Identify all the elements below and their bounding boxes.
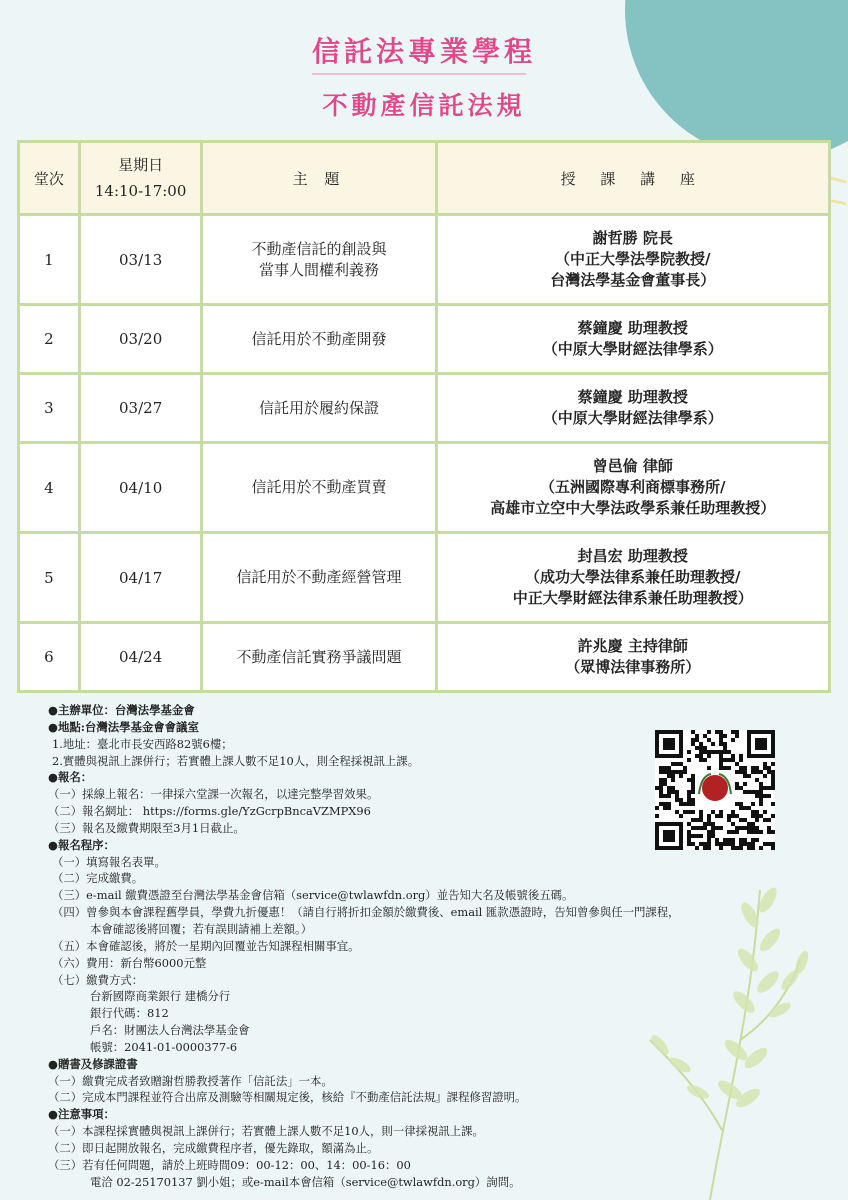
- page-subtitle: 不動產信託法規: [322, 91, 526, 120]
- table-row: [19, 443, 830, 533]
- session-topic: [202, 215, 436, 305]
- instructor-affiliation: （眾博法律事務所）: [565, 658, 701, 676]
- qr-code-icon[interactable]: [655, 730, 775, 850]
- page-title: 信託法專業學程: [311, 35, 536, 68]
- session-number: 4: [19, 443, 80, 533]
- instructor-affiliation: 中正大學財經法律系兼任助理教授）: [512, 589, 753, 607]
- info-line: 電洽 02-25170137 劉小姐；或e-mail本會信箱（service@twlawfdn.org）詢問。: [90, 1174, 521, 1189]
- session-number: 1: [19, 215, 80, 305]
- foundation-logo-icon: [702, 775, 728, 801]
- info-line: （一）本課程採實體與視訊上課併行；若實體上課人數不足10人，則一律採視訊上課。: [48, 1124, 484, 1139]
- info-line: （三）e-mail 繳費憑證至台灣法學基金會信箱（service@twlawfdn.org）並告知大名及帳號後五碼。: [52, 888, 574, 903]
- topic-line: 不動產信託實務爭議問題: [236, 647, 402, 666]
- header-instructor: 授 課 講 座: [436, 142, 829, 215]
- info-line: 本會確認後將回覆；若有誤則請補上差額。）: [90, 921, 313, 936]
- info-line: 2.實體與視訊上課併行；若實體上課人數不足10人，則全程採視訊上課。: [52, 753, 420, 768]
- decorative-circle: [625, 0, 848, 160]
- instructor-affiliation: 台灣法學基金會董事長）: [550, 271, 716, 289]
- table-header-row: [19, 142, 830, 215]
- info-line: （四）曾參與本會課程舊學員，學費九折優惠！（請自行將折扣金額於繳費後、email 匯款憑證時，告知曾參與任一門課程，: [52, 905, 680, 920]
- instructor-affiliation: 高雄市立空中大學法政學系兼任助理教授）: [490, 499, 776, 517]
- session-date: 03/20: [79, 305, 202, 374]
- topic-line: 不動產信託的創設與: [251, 239, 387, 258]
- session-number: 2: [19, 305, 80, 374]
- instructor-name: 許兆慶 主持律師: [577, 637, 688, 655]
- header-day: [79, 142, 202, 215]
- course-schedule-table: [17, 140, 831, 693]
- session-topic: [202, 533, 436, 623]
- info-line: ●贈書及修課證書: [48, 1056, 138, 1071]
- info-line: （三）報名及繳費期限至3月1日截止。: [48, 820, 245, 835]
- info-line: 戶名：財團法人台灣法學基金會: [90, 1023, 250, 1038]
- info-line: ●注意事項：: [48, 1107, 115, 1122]
- info-line: （六）費用：新台幣6000元整: [52, 955, 207, 970]
- info-line: （二）即日起開放報名，完成繳費程序者，優先錄取，額滿為止。: [48, 1140, 379, 1155]
- topic-line: 信託用於不動產買賣: [251, 478, 387, 496]
- header-day-label: 星期日: [118, 156, 164, 174]
- header-session: 堂次: [19, 142, 80, 215]
- session-date: 04/10: [79, 443, 202, 533]
- session-number: 6: [19, 623, 80, 692]
- session-date: 04/17: [79, 533, 202, 623]
- instructor-affiliation: （成功大學法律系兼任助理教授/: [525, 568, 741, 586]
- topic-line: 信託用於不動產經營管理: [236, 568, 402, 586]
- instructor-affiliation: （中原大學財經法律學系）: [542, 409, 723, 427]
- instructor-name: 蔡鐘慶 助理教授: [577, 388, 688, 406]
- title-divider: [312, 73, 526, 75]
- session-topic: [202, 374, 436, 443]
- info-line: 台新國際商業銀行 建橋分行: [90, 989, 231, 1004]
- instructor-name: 謝哲勝 院長: [592, 229, 673, 247]
- session-instructor: [436, 374, 829, 443]
- info-line: ●主辦單位：台灣法學基金會: [48, 703, 195, 717]
- session-topic: [202, 305, 436, 374]
- table-row: [19, 215, 830, 305]
- instructor-name: 封昌宏 助理教授: [577, 547, 688, 565]
- topic-line: 當事人間權利義務: [259, 260, 380, 279]
- info-line: ●報名程序：: [48, 837, 115, 852]
- info-line: （五）本會確認後，將於一星期內回覆並告知課程相關事宜。: [52, 938, 360, 953]
- instructor-name: 蔡鐘慶 助理教授: [577, 319, 688, 337]
- session-date: 03/13: [79, 215, 202, 305]
- info-line: 帳號：2041-01-0000377-6: [90, 1039, 238, 1054]
- info-line: （三）若有任何問題，請於上班時間09：00-12：00、14：00-16：00: [48, 1157, 411, 1172]
- table-row: [19, 374, 830, 443]
- session-topic: [202, 623, 436, 692]
- info-line: 銀行代碼：812: [90, 1006, 169, 1021]
- instructor-affiliation: （中原大學財經法律學系）: [542, 340, 723, 358]
- info-line: ●報名：: [48, 770, 93, 785]
- session-topic: [202, 443, 436, 533]
- session-number: 5: [19, 533, 80, 623]
- session-date: 04/24: [79, 623, 202, 692]
- info-line[interactable]: （二）報名網址： https://forms.gle/YzGcrpBncaVZMPX96: [48, 804, 371, 819]
- instructor-affiliation: （中正大學法學院教授/: [555, 250, 711, 268]
- info-line: （二）完成繳費。: [52, 871, 144, 886]
- session-date: 03/27: [79, 374, 202, 443]
- session-instructor: [436, 623, 829, 692]
- info-line: （七）繳費方式：: [52, 972, 144, 987]
- info-line: ●地點:台灣法學基金會會議室: [48, 719, 199, 734]
- session-number: 3: [19, 374, 80, 443]
- info-line: （一）採線上報名：一律採六堂課一次報名，以達完整學習效果。: [48, 787, 379, 802]
- info-line: （一）填寫報名表單。: [52, 854, 166, 869]
- session-instructor: [436, 443, 829, 533]
- session-instructor: [436, 533, 829, 623]
- header-topic: 主 題: [202, 142, 436, 215]
- header-time-label: 14:10-17:00: [94, 182, 187, 200]
- info-line: （一）繳費完成者致贈謝哲勝教授著作「信託法」一本。: [48, 1073, 333, 1088]
- table-row: [19, 305, 830, 374]
- topic-line: 信託用於不動產開發: [251, 329, 387, 348]
- info-line: （二）完成本門課程並符合出席及測驗等相關規定後，核給『不動產信託法規』課程修習證明。: [48, 1090, 527, 1105]
- instructor-affiliation: （五洲國際專利商標事務所/: [540, 478, 726, 496]
- session-instructor: [436, 215, 829, 305]
- table-row: [19, 533, 830, 623]
- instructor-name: 曾邑倫 律師: [592, 457, 673, 475]
- info-line: 1.地址：臺北市長安西路82號6樓；: [52, 736, 233, 751]
- topic-line: 信託用於履約保證: [259, 398, 380, 417]
- session-instructor: [436, 305, 829, 374]
- table-row: [19, 623, 830, 692]
